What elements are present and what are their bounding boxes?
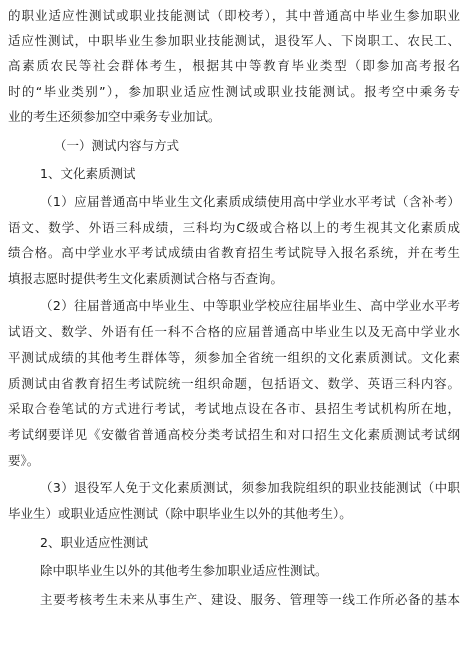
text-line-14: 平测试成绩的其他考生群体等，须参加全省统一组织的文化素质测试。文化素 [8, 350, 460, 365]
text-line-2: 适应性测试，中职毕业生参加职业技能测试，退役军人、下岗职工、农民工、 [8, 33, 460, 48]
text-line-12: （2）往届普通高中毕业生、中等职业学校应往届毕业生、高中学业水平考 [40, 298, 460, 313]
text-line-23: 主要考核考生未来从事生产、建设、服务、管理等一线工作所必备的基本 [40, 592, 460, 607]
text-line-13: 试语文、数学、外语有任一科不合格的应届普通高中毕业生以及无高中学业水 [8, 324, 460, 339]
text-line-16: 采取合卷笔试的方式进行考试，考试地点设在各市、县招生考试机构所在地， [8, 401, 460, 416]
text-line-18: 要》。 [8, 453, 40, 468]
section-heading-test-content: （一）测试内容与方式 [54, 138, 180, 153]
text-line-22: 除中职毕业生以外的其他考生参加职业适应性测试。 [40, 563, 328, 578]
text-line-1: 的职业适应性测试或职业技能测试（即校考），其中普通高中毕业生参加职业 [8, 8, 460, 23]
text-line-17: 考试纲要详见《安徽省普通高校分类考试招生和对口招生文化素质测试考试纲 [8, 427, 460, 442]
subheading-cultural-quality-test: 1、文化素质测试 [40, 166, 136, 181]
text-line-3: 高素质农民等社会群体考生，根据其中等教育毕业类型（即参加高考报名 [8, 58, 460, 73]
text-line-10: 绩合格。高中学业水平考试成绩由省教育招生考试院导入报名系统，并在考生 [8, 245, 460, 260]
text-line-15: 质测试由省教育招生考试院统一组织命题，包括语文、数学、英语三科内容。 [8, 376, 460, 391]
text-line-19: （3）退役军人免于文化素质测试，须参加我院组织的职业技能测试（中职 [40, 480, 460, 495]
text-line-9: 语文、数学、外语三科成绩，三科均为C级或合格以上的考生视其文化素质成 [8, 220, 460, 235]
text-line-8: （1）应届普通高中毕业生文化素质成绩使用高中学业水平考试（含补考） [40, 194, 460, 209]
text-line-5: 业的考生还须参加空中乘务专业加试。 [8, 109, 221, 124]
text-line-4: 时的“毕业类别”），参加职业适应性测试或职业技能测试。报考空中乘务专 [8, 84, 460, 99]
text-line-11: 填报志愿时提供考生文化素质测试合格与否查询。 [8, 271, 284, 286]
text-line-20: 毕业生）或职业适应性测试（除中职毕业生以外的其他考生）。 [8, 506, 352, 521]
subheading-vocational-aptitude-test: 2、职业适应性测试 [40, 535, 148, 550]
